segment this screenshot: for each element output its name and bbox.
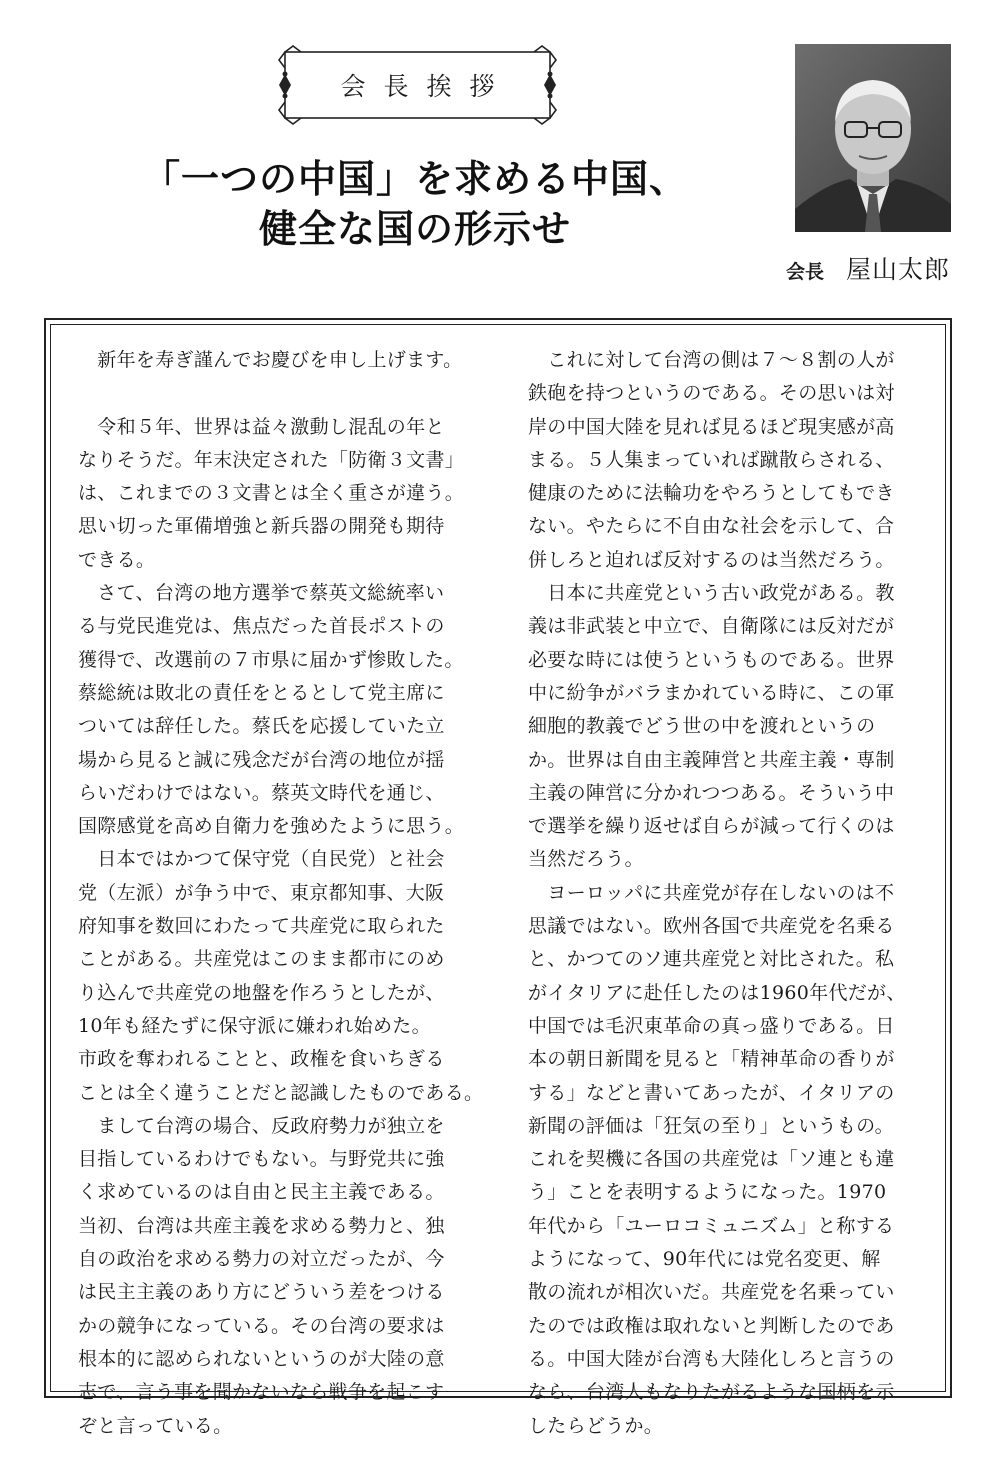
article-line: 市政を奪われることと、政権を食いちぎる	[78, 1048, 445, 1071]
byline	[786, 250, 950, 286]
article-line: か。世界は自由主義陣営と共産主義・専制	[528, 748, 895, 771]
article-line	[78, 377, 476, 410]
article-line: 思議ではない。欧州各国で共産党を名乗る	[528, 915, 895, 938]
article-line: 10年も経たずに保守派に嫌われ始めた。	[78, 1014, 431, 1037]
article-line: は民主主義のあり方にどういう差をつける	[78, 1281, 445, 1304]
headline-line-2: 健全な国の形示せ	[258, 207, 571, 251]
article-line: 日本ではかつて保守党（自民党）と社会	[78, 848, 445, 871]
article-line: 令和５年、世界は益々激動し混乱の年と	[78, 415, 445, 438]
article-column-right	[528, 344, 926, 1443]
article-line: 当初、台湾は共産主義を求める勢力と、独	[78, 1214, 445, 1237]
article-line: 日本に共産党という古い政党がある。教	[528, 582, 895, 605]
byline-role: 会長	[785, 261, 824, 283]
article-line: これに対して台湾の側は７～８割の人が	[528, 349, 895, 371]
article-line: 岸の中国大陸を見れば見るほど現実感が高	[528, 415, 895, 438]
article-line: 年代から「ユーロコミュニズム」と称する	[528, 1214, 895, 1237]
article-line: と、かつてのソ連共産党と対比された。私	[528, 948, 895, 971]
article-line: り込んで共産党の地盤を作ろうとしたが、	[78, 981, 445, 1004]
article-line: う」ことを表明するようになった。1970	[528, 1181, 887, 1204]
article-line: 志で、言う事を聞かないなら戦争を起こす	[78, 1381, 445, 1404]
article-line: 新聞の評価は「狂気の至り」というもの。	[528, 1114, 894, 1137]
article-line: がイタリアに赴任したのは1960年代だが、	[528, 981, 906, 1004]
article-line: 中に紛争がバラまかれている時に、この軍	[528, 681, 895, 704]
portrait-photo	[795, 44, 951, 232]
article-line: 自の政治を求める勢力の対立だったが、今	[78, 1248, 445, 1271]
article-column-left	[78, 344, 484, 1443]
article-line: まる。５人集まっていれば蹴散らされる、	[528, 448, 895, 471]
article-line: 健康のために法輪功をやろうとしてもでき	[528, 482, 895, 505]
article-line: 獲得で、改選前の７市県に届かず惨敗した。	[78, 648, 464, 671]
article-line: 中国では毛沢東革命の真っ盛りである。日	[528, 1014, 895, 1037]
article-line: ヨーロッパに共産党が存在しないのは不	[528, 881, 895, 904]
article-line: できる。	[78, 548, 156, 571]
article-frame	[44, 318, 952, 1437]
article-line: 思い切った軍備増強と新兵器の開発も期待	[78, 515, 445, 538]
headline-line-1: 「一つの中国」を求める中国、	[141, 157, 688, 201]
article-line: 主義の陣営に分かれつつある。そういう中	[528, 781, 895, 804]
article-line: 鉄砲を持つというのである。その思いは対	[528, 382, 895, 405]
article-line: なら、台湾人もなりたがるような国柄を示	[528, 1381, 895, 1404]
article-line: 散の流れが相次いだ。共産党を名乗ってい	[528, 1281, 895, 1304]
article-line: 国際感覚を高め自衛力を強めたように思う。	[78, 815, 465, 838]
article-line: なりそうだ。年末決定された「防衛３文書」	[78, 448, 465, 471]
article-line: は、これまでの３文書とは全く重さが違う。	[78, 482, 465, 505]
article-line: 義は非武装と中立で、自衛隊には反対だが	[528, 615, 895, 638]
article-line: らいだわけではない。蔡英文時代を通じ、	[78, 781, 445, 804]
article-line: る。中国大陸が台湾も大陸化しろと言うの	[528, 1347, 895, 1370]
article-line: ことがある。共産党はこのまま都市にのめ	[78, 948, 445, 971]
article-line: 細胞的教義でどう世の中を渡れというの	[528, 715, 876, 738]
article-line: で選挙を繰り返せば自らが減って行くのは	[528, 815, 895, 838]
article-line: たのでは政権は取れないと判断したのであ	[528, 1314, 895, 1337]
article-line: する」などと書いてあったが、イタリアの	[528, 1081, 895, 1104]
article-line: る与党民進党は、焦点だった首長ポストの	[78, 615, 445, 638]
article-line: 必要な時には使うというものである。世界	[528, 648, 895, 671]
byline-name: 屋山太郎	[845, 255, 950, 284]
article-line: ようになって、90年代には党名変更、解	[528, 1248, 881, 1271]
article-line: 府知事を数回にわたって共産党に取られた	[78, 915, 445, 938]
article-line: まして台湾の場合、反政府勢力が独立を	[78, 1114, 445, 1137]
article-line: ついては辞任した。蔡氏を応援していた立	[78, 715, 445, 738]
article-line: ことは全く違うことだと認識したものである。	[78, 1081, 484, 1104]
article-line: く求めているのは自由と民主主義である。	[78, 1181, 445, 1204]
article-line: 併しろと迫れば反対するのは当然だろう。	[528, 548, 895, 571]
article-line: 場から見ると誠に残念だが台湾の地位が揺	[78, 748, 445, 771]
article-line: 新年を寿ぎ謹んでお慶びを申し上げます。	[78, 349, 463, 371]
section-label: 会長挨拶	[340, 72, 513, 101]
article-line: ぞと言っている。	[78, 1414, 233, 1437]
article-line: さて、台湾の地方選挙で蔡英文総統率い	[78, 582, 445, 605]
article-line: したらどうか。	[528, 1414, 664, 1437]
article-line: 根本的に認められないというのが大陸の意	[78, 1347, 445, 1370]
article-line: ない。やたらに不自由な社会を示して、合	[528, 515, 895, 538]
article-line: 目指しているわけでもない。与野党共に強	[78, 1148, 445, 1171]
section-label-frame	[275, 44, 560, 126]
article-line: これを契機に各国の共産党は「ソ連とも違	[528, 1148, 895, 1171]
article-line: 党（左派）が争う中で、東京都知事、大阪	[78, 881, 445, 904]
article-line: 本の朝日新聞を見ると「精神革命の香りが	[528, 1048, 895, 1071]
article-line: 当然だろう。	[528, 848, 644, 871]
article-line: 蔡総統は敗北の責任をとるとして党主席に	[78, 681, 445, 704]
article-line: かの競争になっている。その台湾の要求は	[78, 1314, 445, 1337]
portrait-illustration	[795, 44, 951, 232]
